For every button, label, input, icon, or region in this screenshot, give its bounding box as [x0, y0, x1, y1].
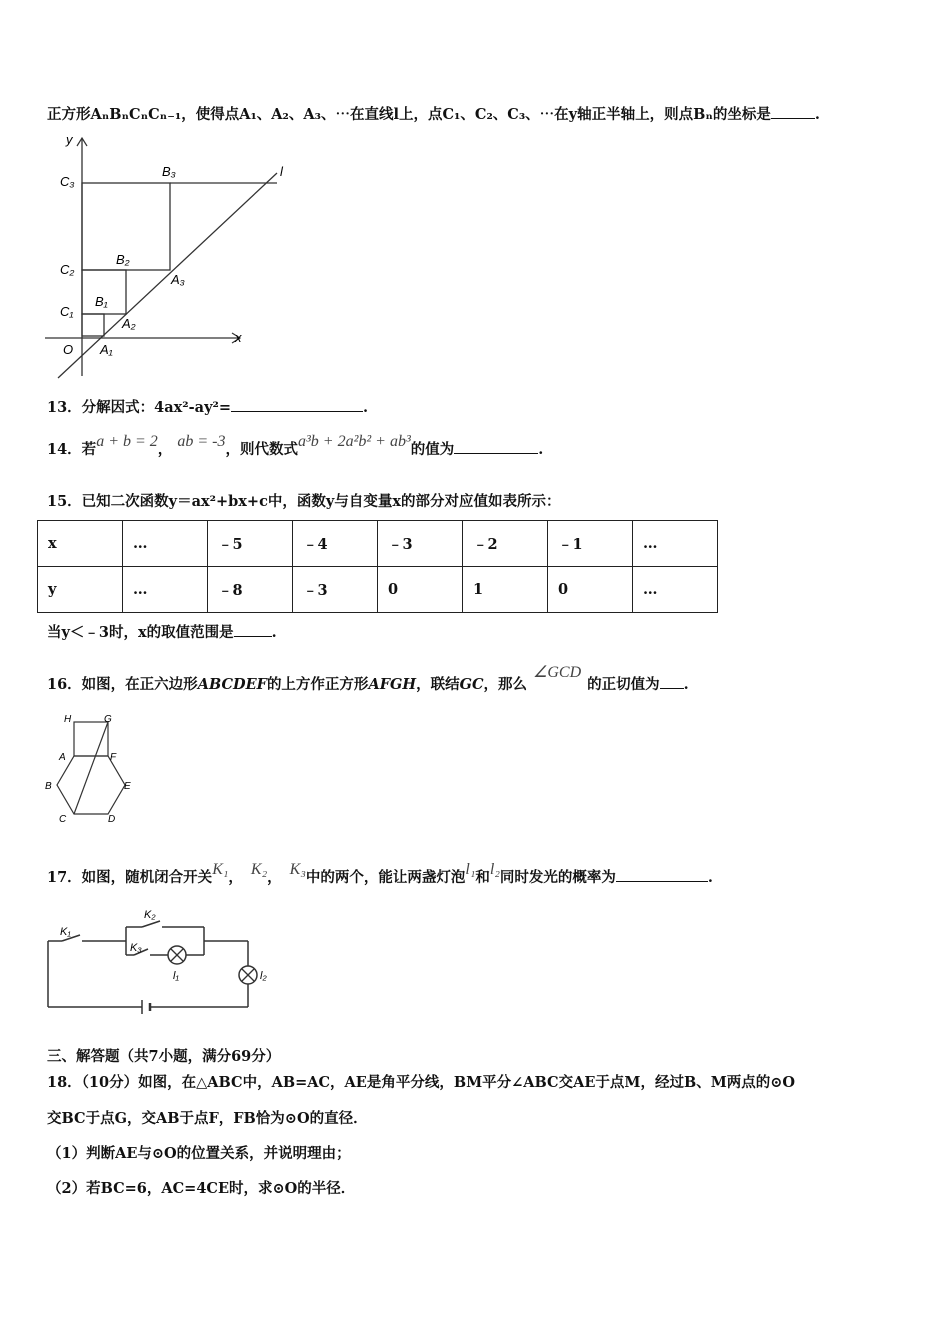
table-cell: … — [633, 567, 718, 613]
table-cell: 1 — [463, 567, 548, 613]
answer-blank — [616, 867, 708, 882]
label-C: C — [59, 814, 67, 825]
q16-text: 16．如图，在正六边形ABCDEF的上方作正方形AFGH，联结GC，那么∠GCD的正切值为 . — [47, 664, 689, 693]
q13-text: 13．分解因式：4ax²-ay²= . — [47, 399, 369, 416]
table-cell: … — [123, 567, 208, 613]
table-cell: 0 — [378, 567, 463, 613]
label-A1: A₁ — [100, 342, 113, 357]
label-B2: B₂ — [116, 252, 130, 267]
value-table — [37, 520, 718, 613]
label-A2: A₂ — [122, 316, 136, 331]
q15-intro: 15．已知二次函数y＝ax²+bx+c中，函数y与自变量x的部分对应值如表所示： — [47, 493, 561, 510]
table-cell: ﹣2 — [463, 521, 548, 567]
q12-text: 正方形AₙBₙCₙCₙ₋₁，使得点A₁、A₂、A₃、⋯在直线l上，点C₁、C₂、C₃、⋯在y轴正半轴上，则点Bₙ的坐标是 . — [47, 106, 820, 123]
table-row-y — [38, 567, 718, 613]
table-cell: 0 — [548, 567, 633, 613]
table-cell: y — [38, 567, 123, 613]
figure-circuit — [40, 903, 285, 1018]
figure-hexagon-square — [40, 708, 150, 826]
table-cell: ﹣3 — [378, 521, 463, 567]
answer-blank — [234, 622, 272, 637]
label-B: B — [45, 781, 52, 792]
figure-squares-on-line — [40, 128, 290, 383]
label-C1: C₁ — [60, 304, 74, 319]
q18-line2: 交BC于点G，交AB于点F，FB恰为⊙O的直径． — [47, 1110, 368, 1127]
q18-line1: 18．（10分）如图，在△ABC中，AB=AC，AE是角平分线，BM平分∠ABC交AE于点M，经过B、M两点的⊙O — [47, 1074, 796, 1091]
math-l1: l₁ — [465, 861, 476, 878]
label-l: l — [280, 164, 283, 179]
label-D: D — [108, 814, 116, 825]
table-cell: ﹣3 — [293, 567, 378, 613]
math-angle-gcd: ∠GCD — [533, 664, 582, 681]
label-B1: B₁ — [95, 294, 108, 309]
q17-text: 17．如图，随机闭合开关K₁， K₂， K₃中的两个，能让两盏灯泡l₁和l₂同时发光的概率为 . — [47, 861, 713, 886]
table-cell: ﹣4 — [293, 521, 378, 567]
label-y: y — [66, 132, 73, 147]
label-O: O — [63, 342, 74, 357]
math-k2: K₂ — [250, 861, 268, 878]
label-F: F — [110, 752, 117, 763]
label-C2: C₂ — [60, 262, 75, 277]
label-l2: l₂ — [260, 970, 267, 982]
q18-part1: （1）判断AE与⊙O的位置关系，并说明理由； — [47, 1145, 351, 1162]
answer-blank — [454, 439, 538, 454]
table-cell: … — [123, 521, 208, 567]
label-A: A — [59, 752, 66, 763]
section-title: 三、解答题（共7小题，满分69分） — [47, 1048, 281, 1065]
answer-blank — [231, 397, 363, 412]
math-condition-2: ab = -3 — [177, 433, 226, 450]
table-cell: ﹣8 — [208, 567, 293, 613]
label-A3: A₃ — [171, 272, 185, 287]
math-condition-1: a + b = 2 — [96, 433, 158, 450]
label-B3: B₃ — [162, 164, 176, 179]
answer-blank — [771, 104, 815, 119]
math-l2: l₂ — [489, 861, 500, 878]
answer-blank — [660, 674, 684, 689]
label-C3: C₃ — [60, 174, 75, 189]
math-k3: K₃ — [289, 861, 306, 878]
label-K2: K₂ — [144, 909, 156, 921]
q14-text: 14．若a + b = 2， ab = -3，则代数式a³b + 2a²b² + ab³的值为 . — [47, 433, 544, 458]
label-G: G — [104, 714, 112, 725]
table-cell: … — [633, 521, 718, 567]
table-cell: ﹣5 — [208, 521, 293, 567]
label-l1: l₁ — [173, 970, 179, 982]
math-expression: a³b + 2a²b² + ab³ — [297, 433, 411, 450]
label-E: E — [124, 781, 131, 792]
table-row-x — [38, 521, 718, 567]
table-cell: x — [38, 521, 123, 567]
label-x: x — [235, 330, 242, 345]
label-H: H — [64, 714, 72, 725]
math-k1: K₁ — [212, 861, 229, 878]
table-cell: ﹣1 — [548, 521, 633, 567]
label-K1: K₁ — [60, 926, 71, 938]
q18-part2: （2）若BC=6，AC=4CE时，求⊙O的半径． — [47, 1180, 356, 1197]
label-K3: K₃ — [130, 942, 142, 954]
q15-question: 当y＜﹣3时，x的取值范围是 . — [47, 624, 277, 641]
